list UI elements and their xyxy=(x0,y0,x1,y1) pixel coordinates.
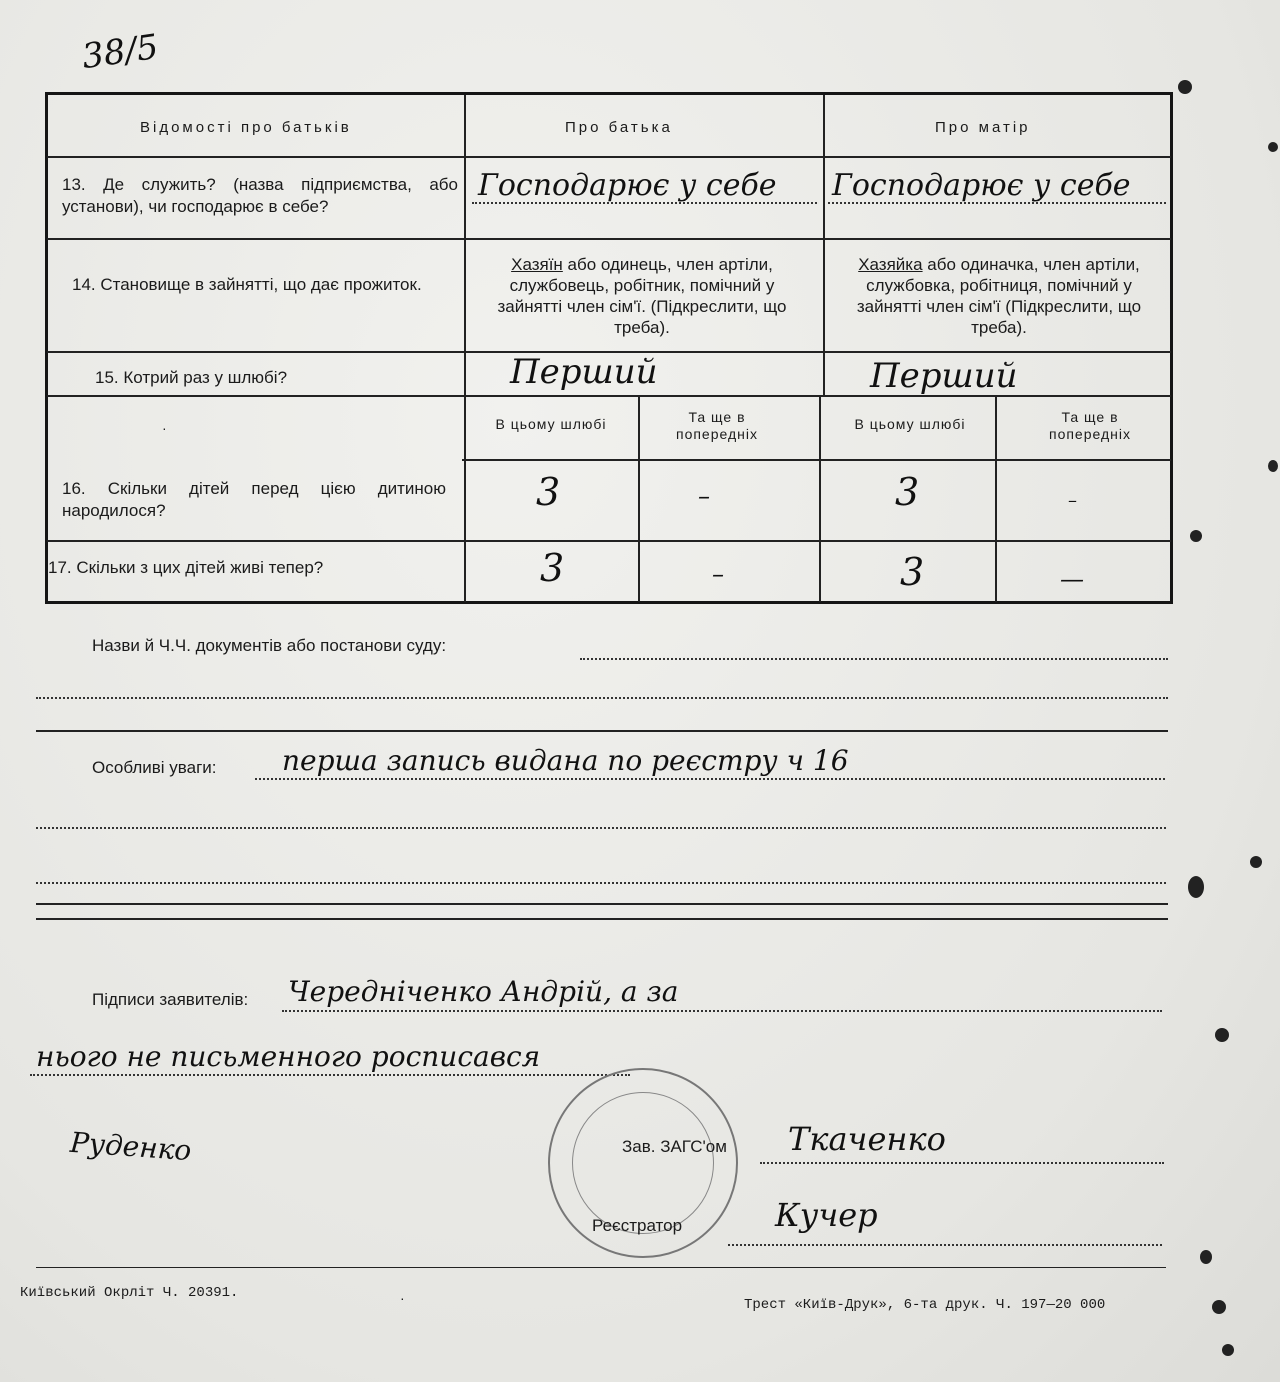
mother-children-alive-prev: — xyxy=(1060,565,1084,593)
mother-employment-status: Хазяйка або одиначка, член артіли, службовка, робітниця, помічний у зайнятті член сім'ї (Підкреслити, що треба). xyxy=(856,255,1142,337)
mother-children-born-prev: – xyxy=(1068,490,1077,511)
special-notes-value: перша запись видана по реєстру ч 16 xyxy=(282,744,849,777)
father-marriage-count: Перший xyxy=(510,352,658,392)
father-workplace: Господарює у себе xyxy=(478,168,777,203)
zags-head-label: Зав. ЗАГС'ом xyxy=(622,1137,727,1156)
document-page: 38/5 Відомості про батьків Про батька Про матір 13. Де служить? (назва підприємства, або установи), чи господарює в себе? Господарює у себе Господарює у себе 14. Становище в зайнятті, що дає прожиток. Хазяїн або одинець, член артіли, службовець, робітник, помічний у зайнятті член сім'ї. (Підкреслити, що треба). Хазяйка або одиначка, член артіли, службовка, робітниця, помічний у зайнятті член сім'ї (Підкреслити, що треба). 15. Котрий раз у шлюбі? Перший Перший В цьому шлюбі Та ще в попередніх В цьому шлюбі Та ще в попередніх · 16. Скільки дітей перед цією дитиною народилося? 3 – 3 – 17. Скільки з цих дітей живі тепер? 3 – 3 — Назви й Ч.Ч. документів або постанови суду: Особливі уваги: перша запись видана по реєстру ч 16 Підписи заявителів: Чередніченко Андрій, а за нього не письменного росписався Руденко Зав. ЗАГС'ом Ткаченко Реєстратор Кучер Київський Окрліт Ч. 20391. Трест «Київ-Друк», 6-та друк. Ч. 197—20 000 · xyxy=(0,0,1280,1382)
left-signature: Руденко xyxy=(68,1125,193,1168)
signatures-label: Підписи заявителів: xyxy=(92,990,249,1009)
mother-marriage-count: Перший xyxy=(870,356,1018,396)
corner-note: 38/5 xyxy=(79,26,161,78)
question-17: 17. Скільки з цих дітей живі тепер? xyxy=(48,558,324,577)
documents-label: Назви й Ч.Ч. документів або постанови суду: xyxy=(92,636,447,655)
question-13: 13. Де служить? (назва підприємства, або установи), чи господарює в себе? xyxy=(62,175,458,216)
question-14: 14. Становище в зайнятті, що дає прожиток. xyxy=(72,275,422,294)
father-children-alive-this: 3 xyxy=(540,546,565,590)
subheader-father-previous: Та ще в попередніх xyxy=(675,409,758,442)
header-father: Про батька xyxy=(565,119,673,136)
header-parents-info: Відомості про батьків xyxy=(140,119,352,136)
mother-children-born-this: 3 xyxy=(895,470,920,514)
father-status-selected: Хазяїн xyxy=(511,255,563,274)
footer-right: Трест «Київ-Друк», 6-та друк. Ч. 197—20 000 xyxy=(744,1297,1106,1313)
special-notes-label: Особливі уваги: xyxy=(92,758,217,777)
father-children-alive-prev: – xyxy=(712,560,724,588)
signatures-value-line1: Чередніченко Андрій, а за xyxy=(288,975,679,1008)
question-15: 15. Котрий раз у шлюбі? xyxy=(95,368,288,387)
father-employment-status: Хазяїн або одинець, член артіли, службовець, робітник, помічний у зайнятті член сім'ї. (Підкреслити, що треба). xyxy=(497,255,787,337)
mother-status-selected: Хазяйка xyxy=(858,255,923,274)
registrar-signature: Кучер xyxy=(775,1196,878,1234)
father-children-born-this: 3 xyxy=(536,470,561,514)
question-16: 16. Скільки дітей перед цією дитиною народилося? xyxy=(62,479,446,520)
zags-head-signature: Ткаченко xyxy=(788,1120,946,1158)
mother-children-alive-this: 3 xyxy=(900,550,925,594)
footer-left: Київський Окрліт Ч. 20391. xyxy=(20,1285,239,1301)
signatures-value-line2: нього не письменного росписався xyxy=(36,1040,541,1073)
mother-workplace: Господарює у себе xyxy=(832,168,1131,203)
registrar-label: Реєстратор xyxy=(592,1216,683,1235)
subheader-mother-this-marriage: В цьому шлюбі xyxy=(854,416,966,432)
subheader-father-this-marriage: В цьому шлюбі xyxy=(495,416,607,432)
subheader-mother-previous: Та ще в попередніх xyxy=(1048,409,1131,442)
father-children-born-prev: – xyxy=(698,482,710,510)
header-mother: Про матір xyxy=(935,119,1031,136)
